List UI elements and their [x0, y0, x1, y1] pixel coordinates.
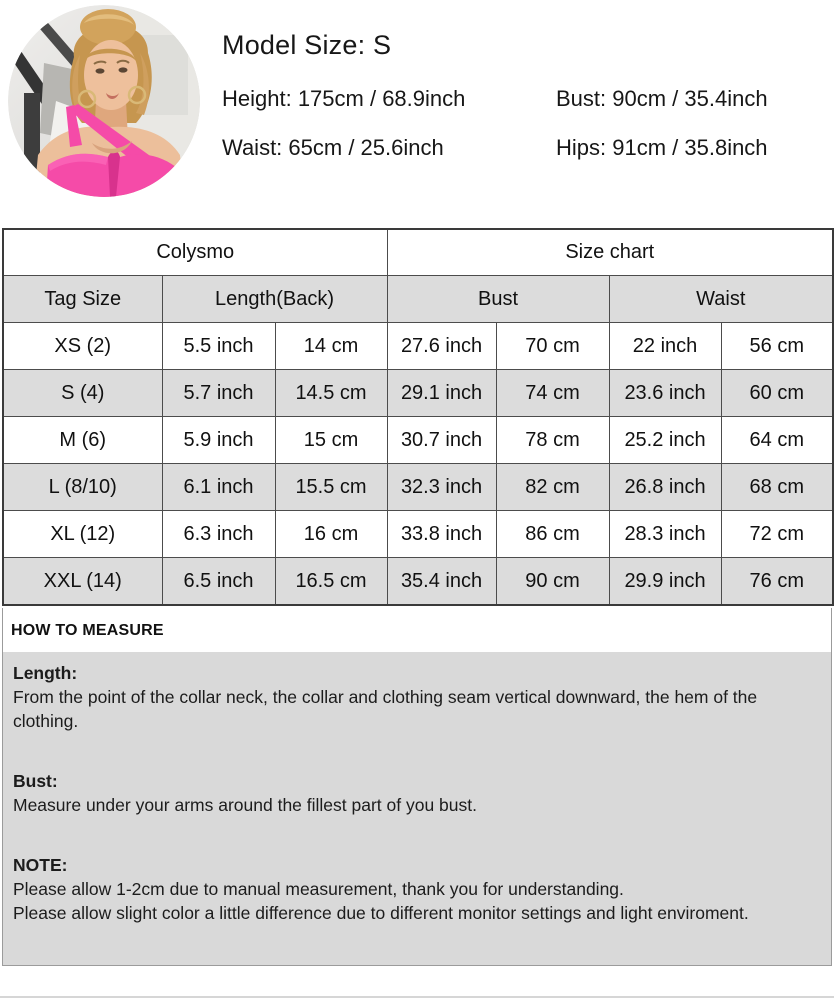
value-cell: 15 cm	[275, 417, 387, 464]
brand-header-cell: Colysmo	[3, 229, 387, 276]
model-height: Height: 175cm / 68.9inch	[222, 86, 466, 111]
table-row	[3, 464, 833, 511]
value-cell: 35.4 inch	[387, 558, 496, 606]
section-heading: Length:	[13, 663, 78, 683]
value-cell: 5.5 inch	[162, 323, 275, 370]
section-text: Please allow 1-2cm due to manual measurement, thank you for understanding.	[13, 879, 624, 899]
value-cell: 32.3 inch	[387, 464, 496, 511]
value-cell: 30.7 inch	[387, 417, 496, 464]
value-cell: 26.8 inch	[609, 464, 721, 511]
value-cell: 29.9 inch	[609, 558, 721, 606]
table-row	[3, 417, 833, 464]
value-cell: 5.9 inch	[162, 417, 275, 464]
value-cell: 16 cm	[275, 511, 387, 558]
model-hips: Hips: 91cm / 35.8inch	[556, 135, 768, 160]
value-cell: 33.8 inch	[387, 511, 496, 558]
value-cell: 6.3 inch	[162, 511, 275, 558]
value-cell: 74 cm	[496, 370, 609, 417]
value-cell: 14 cm	[275, 323, 387, 370]
section-text: Please allow slight color a little difference due to different monitor settings and light enviroment.	[13, 903, 749, 923]
measure-section-note	[13, 853, 821, 925]
section-heading: Bust:	[13, 771, 58, 791]
size-chart-header-cell: Size chart	[387, 229, 833, 276]
model-photo-illustration	[8, 5, 200, 197]
model-photo	[8, 5, 200, 197]
value-cell: 64 cm	[721, 417, 833, 464]
table-brand-row	[3, 229, 833, 276]
how-to-measure-title: HOW TO MEASURE	[3, 608, 831, 652]
bottom-divider	[0, 996, 834, 998]
tag-size-cell: XXL (14)	[3, 558, 162, 606]
section-heading: NOTE:	[13, 855, 68, 875]
measure-instructions	[3, 652, 831, 965]
value-cell: 76 cm	[721, 558, 833, 606]
value-cell: 68 cm	[721, 464, 833, 511]
model-waist: Waist: 65cm / 25.6inch	[222, 135, 444, 160]
value-cell: 70 cm	[496, 323, 609, 370]
col-header-length: Length(Back)	[162, 276, 387, 323]
value-cell: 90 cm	[496, 558, 609, 606]
value-cell: 22 inch	[609, 323, 721, 370]
col-header-bust: Bust	[387, 276, 609, 323]
value-cell: 56 cm	[721, 323, 833, 370]
section-text: Measure under your arms around the fillest part of you bust.	[13, 795, 477, 815]
value-cell: 5.7 inch	[162, 370, 275, 417]
col-header-waist: Waist	[609, 276, 833, 323]
value-cell: 72 cm	[721, 511, 833, 558]
value-cell: 82 cm	[496, 464, 609, 511]
value-cell: 6.1 inch	[162, 464, 275, 511]
value-cell: 14.5 cm	[275, 370, 387, 417]
value-cell: 60 cm	[721, 370, 833, 417]
model-size-title: Model Size: S	[222, 30, 392, 60]
value-cell: 16.5 cm	[275, 558, 387, 606]
value-cell: 15.5 cm	[275, 464, 387, 511]
table-row	[3, 323, 833, 370]
measure-section-bust	[13, 769, 821, 817]
value-cell: 25.2 inch	[609, 417, 721, 464]
model-bust: Bust: 90cm / 35.4inch	[556, 86, 768, 111]
table-column-headers	[3, 276, 833, 323]
value-cell: 28.3 inch	[609, 511, 721, 558]
table-row	[3, 511, 833, 558]
section-text: From the point of the collar neck, the collar and clothing seam vertical downward, the hem of the clothing.	[13, 687, 758, 731]
tag-size-cell: XL (12)	[3, 511, 162, 558]
value-cell: 86 cm	[496, 511, 609, 558]
tag-size-cell: S (4)	[3, 370, 162, 417]
tag-size-cell: L (8/10)	[3, 464, 162, 511]
how-to-measure-panel	[2, 608, 832, 966]
value-cell: 27.6 inch	[387, 323, 496, 370]
table-row	[3, 370, 833, 417]
value-cell: 29.1 inch	[387, 370, 496, 417]
table-row	[3, 558, 833, 606]
measure-section-length	[13, 661, 821, 733]
value-cell: 78 cm	[496, 417, 609, 464]
value-cell: 6.5 inch	[162, 558, 275, 606]
tag-size-cell: M (6)	[3, 417, 162, 464]
value-cell: 23.6 inch	[609, 370, 721, 417]
tag-size-cell: XS (2)	[3, 323, 162, 370]
size-chart-table	[2, 228, 834, 606]
col-header-tag-size: Tag Size	[3, 276, 162, 323]
